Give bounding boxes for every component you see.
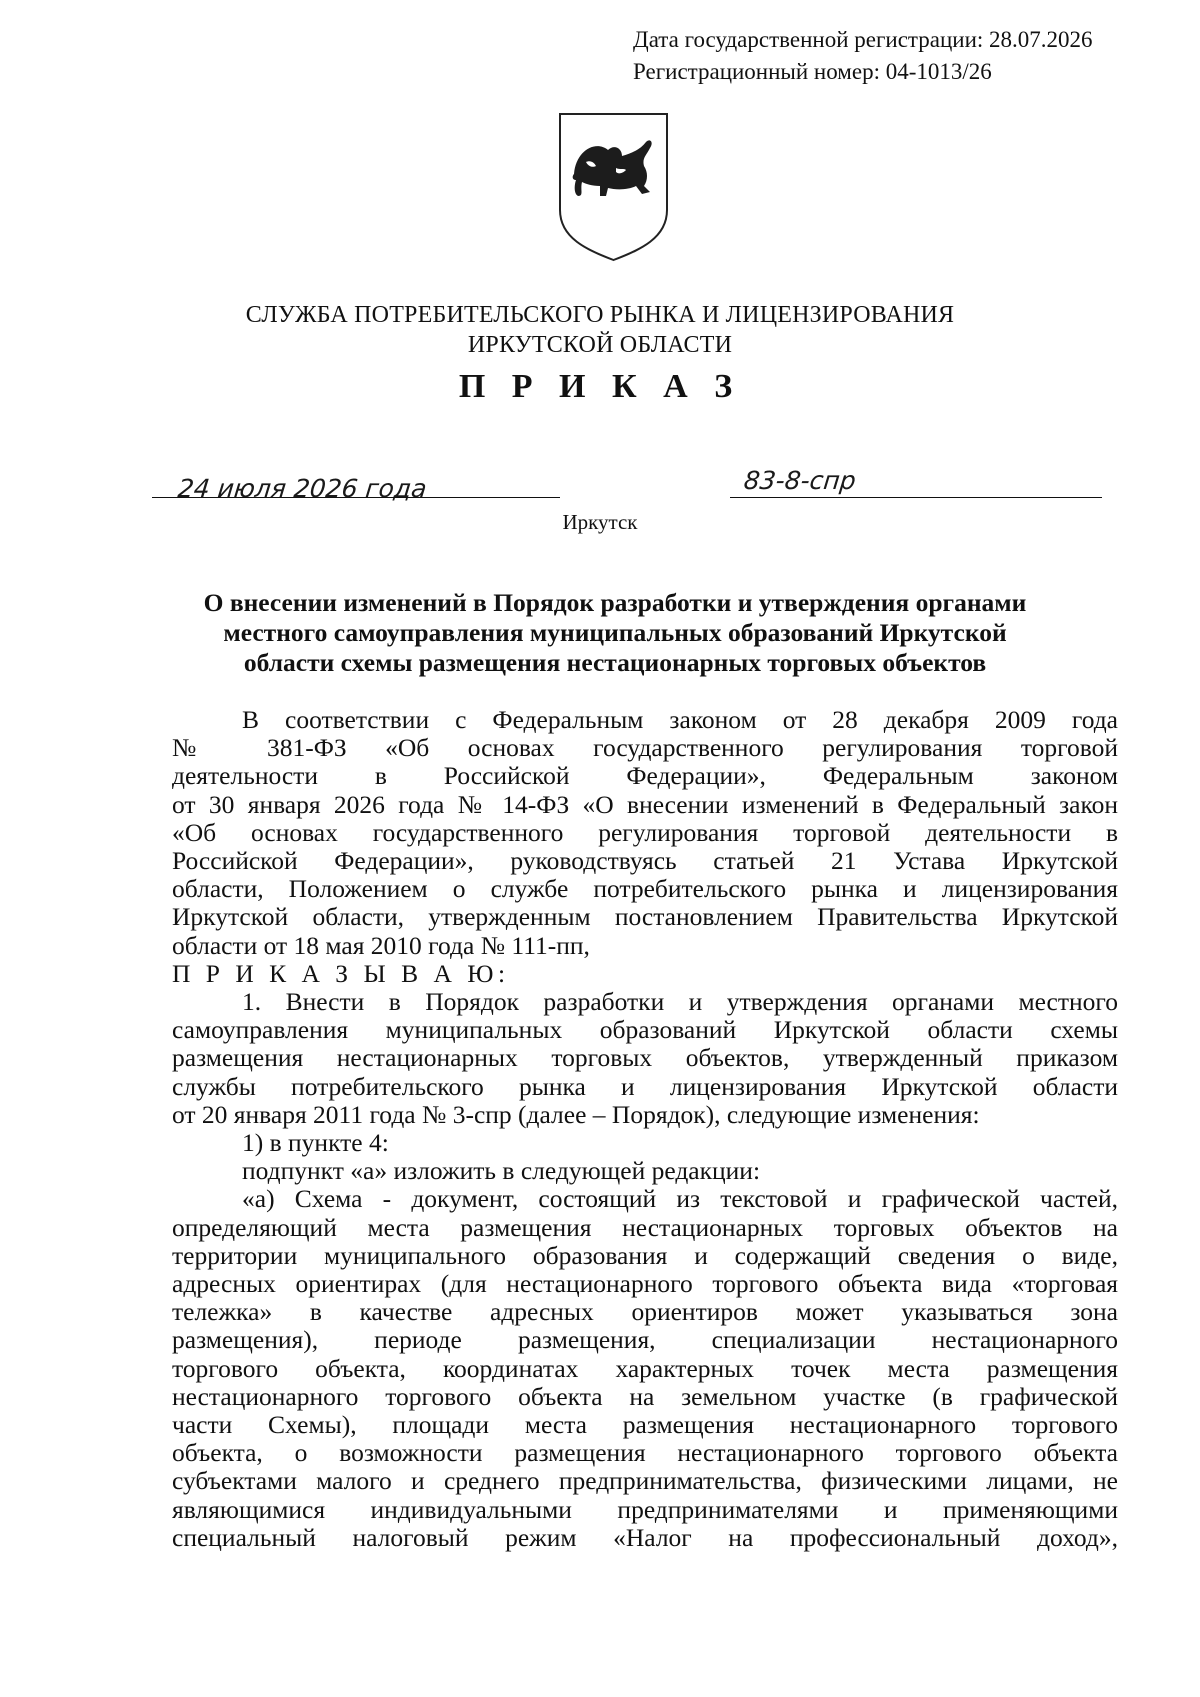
city-name: Иркутск [562, 510, 638, 534]
preamble-line: В соответствии с Федеральным законом от 28 декабря 2009 года [242, 705, 1118, 734]
item-1-line: от 20 января 2011 года № 3-спр (далее – Порядок), следующие изменения: [172, 1099, 980, 1129]
date-underline [152, 497, 560, 498]
preamble-line: области от 18 мая 2010 года № 111-пп, [172, 930, 590, 960]
subitem-a-line: «а) Схема - документ, состоящий из текстовой и графической частей, [242, 1184, 1118, 1214]
preamble-line: деятельности в Российской Федерации», Федеральным законом [172, 761, 1118, 791]
subitem-a-line: являющимися индивидуальными предпринимателями и применяющими [172, 1494, 1118, 1524]
subject-line1: О внесении изменений в Порядок разработки и утверждения органами [203, 588, 1027, 617]
item-1-line: 1. Внести в Порядок разработки и утверждения органами местного [242, 987, 1118, 1017]
order-subject-heading [150, 588, 1080, 678]
agency-name-line2: ИРКУТСКОЙ ОБЛАСТИ [467, 332, 733, 358]
agency-name-line1: СЛУЖБА ПОТРЕБИТЕЛЬСКОГО РЫНКА И ЛИЦЕНЗИРОВАНИЯ [245, 302, 955, 328]
subitem-a-line: торгового объекта, координатах характерных точек места размещения [172, 1353, 1118, 1383]
registration-number: Регистрационный номер: 04-1013/26 [633, 59, 992, 84]
registration-stamp [633, 24, 1093, 88]
subitem-a-intro: подпункт «а» изложить в следующей редакции: [242, 1156, 761, 1186]
subject-line2: местного самоуправления муниципальных образований Иркутской [223, 618, 1007, 647]
subitem-a-line: нестационарного торгового объекта на земельном участке (в графической [172, 1381, 1118, 1411]
item-1-line: самоуправления муниципальных образований Иркутской области схемы [172, 1015, 1118, 1045]
subitem-a-text [172, 1185, 1118, 1552]
subitem-a-line: адресных ориентирах (для нестационарного торгового объекта вида «торговая [172, 1269, 1118, 1299]
command-word: П Р И К А З Ы В А Ю: [172, 958, 510, 988]
registration-date: Дата государственной регистрации: 28.07.2026 [633, 27, 1093, 52]
preamble-line: от 30 января 2026 года № 14-ФЗ «О внесении изменений в Федеральный закон [172, 789, 1118, 819]
preamble-line: «Об основах государственного регулирования торговой деятельности в [172, 817, 1118, 847]
subitem-a-line: специальный налоговый режим «Налог на профессиональный доход», [172, 1522, 1118, 1552]
subject-line3: области схемы размещения нестационарных торговых объектов [243, 648, 987, 677]
subitem-a-line: части Схемы), площади места размещения нестационарного торгового [172, 1410, 1118, 1440]
agency-name [0, 300, 1200, 360]
preamble-line: Российской Федерации», руководствуясь статьей 21 Устава Иркутской [172, 846, 1118, 876]
subitem-1: 1) в пункте 4: [242, 1128, 389, 1158]
coat-of-arms-emblem [556, 110, 671, 262]
subitem-a-line: объекта, о возможности размещения нестационарного торгового объекта [172, 1438, 1118, 1468]
item-1-paragraph [172, 988, 1118, 1129]
item-1-line: службы потребительского рынка и лицензирования Иркутской области [172, 1071, 1118, 1101]
subitem-a-line: субъектами малого и среднего предпринимательства, физическими лицами, не [172, 1466, 1118, 1496]
babr-animal-icon [573, 140, 652, 196]
preamble-line: № 381-ФЗ «Об основах государственного регулирования торговой [172, 733, 1118, 763]
document-type-title: П Р И К А З [458, 368, 742, 405]
handwritten-order-number: 83-8-спр [742, 466, 858, 495]
order-body [172, 706, 1118, 1552]
number-underline [730, 497, 1102, 498]
preamble-line: области, Положением о службе потребительского рынка и лицензирования [172, 874, 1118, 904]
preamble-paragraph [172, 706, 1118, 960]
subitem-a-line: тележка» в качестве адресных ориентиров может указываться зона [172, 1297, 1118, 1327]
item-1-line: размещения нестационарных торговых объектов, утвержденный приказом [172, 1043, 1118, 1073]
preamble-line: Иркутской области, утвержденным постановлением Правительства Иркутской [172, 902, 1118, 932]
subitem-a-line: размещения), периоде размещения, специализации нестационарного [172, 1325, 1118, 1355]
subitem-a-line: территории муниципального образования и содержащий сведения о виде, [172, 1240, 1118, 1270]
handwritten-date: 24 июля 2026 года [176, 474, 429, 503]
subitem-a-line: определяющий места размещения нестационарных торговых объектов на [172, 1212, 1118, 1242]
